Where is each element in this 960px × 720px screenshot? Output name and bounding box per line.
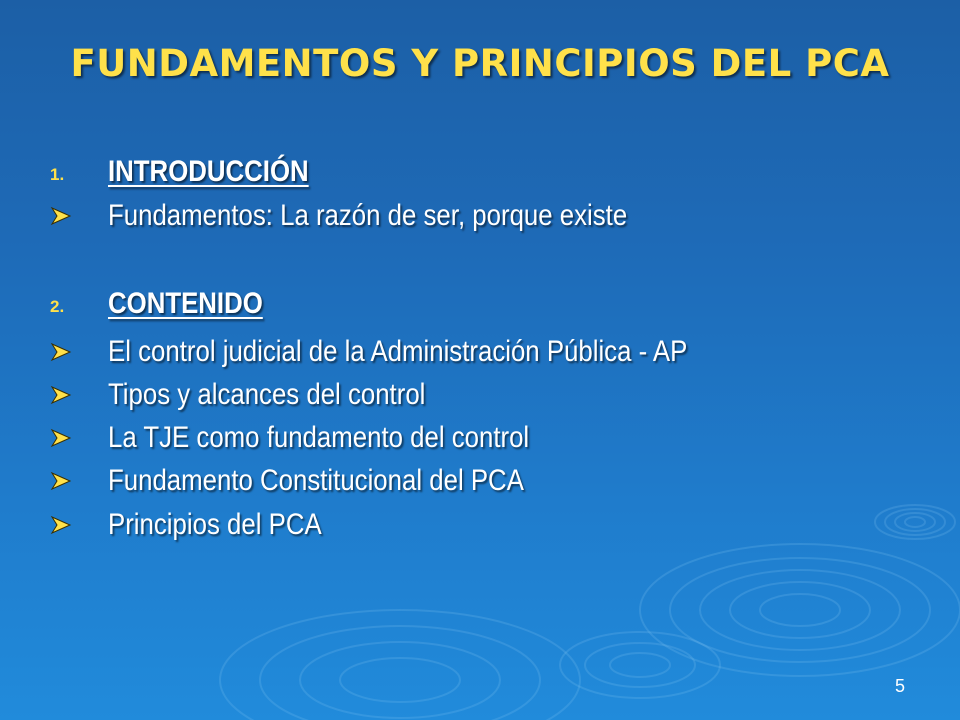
bullet-item — [50, 330, 782, 374]
arrow-bullet-icon — [50, 330, 108, 374]
bullet-text: La TJE como fundamento del control — [108, 421, 530, 454]
bullet-text: Tipos y alcances del control — [108, 378, 426, 411]
bullet-item — [50, 416, 598, 460]
section-number: 1. — [50, 165, 65, 184]
section-contenido-heading — [50, 282, 288, 326]
bullet-item — [50, 459, 592, 503]
arrow-bullet-icon — [50, 416, 108, 460]
arrow-bullet-icon — [50, 194, 108, 238]
section-number: 2. — [50, 297, 65, 316]
bullet-text: El control judicial de la Administración Pública - AP — [108, 335, 688, 368]
section-heading: INTRODUCCIÓN — [108, 155, 309, 188]
bullet-text: Fundamento Constitucional del PCA — [108, 464, 524, 497]
slide-title: FUNDAMENTOS Y PRINCIPIOS DEL PCA — [70, 42, 890, 85]
section-heading: CONTENIDO — [108, 287, 263, 320]
bullet-item — [50, 373, 477, 417]
arrow-bullet-icon — [50, 503, 108, 547]
arrow-bullet-icon — [50, 373, 108, 417]
bullet-text: Fundamentos: La razón de ser, porque existe — [108, 199, 628, 232]
bullet-text: Principios del PCA — [108, 508, 322, 541]
bullet-item — [50, 503, 356, 547]
section-introduccion-heading — [50, 150, 341, 194]
page-number: 5 — [894, 676, 905, 696]
arrow-bullet-icon — [50, 459, 108, 503]
bullet-item — [50, 194, 712, 238]
